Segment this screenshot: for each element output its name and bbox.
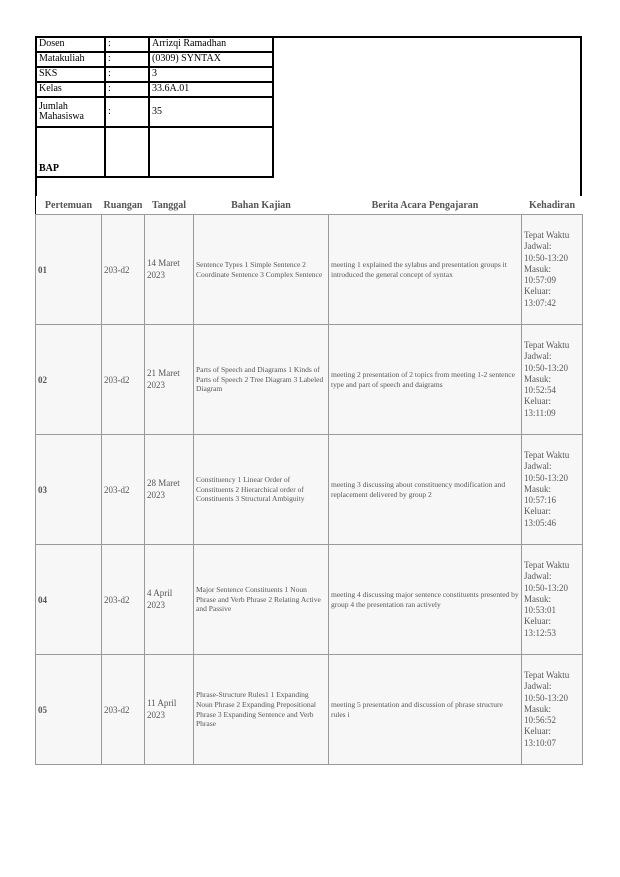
attendance [522, 215, 583, 325]
jumlah-sep: : [105, 97, 149, 127]
sks-label: SKS [36, 67, 105, 82]
keluar-value: 13:07:42 [524, 297, 557, 308]
matakuliah-value: (0309) SYNTAX [149, 52, 273, 67]
header-berita-acara: Berita Acara Pengajaran [329, 196, 522, 215]
keluar-label: Keluar: [524, 396, 551, 407]
header-row [36, 196, 583, 215]
bap-label: BAP [36, 127, 105, 177]
info-row-kelas [36, 82, 273, 97]
jadwal-value: 10:50-13:20 [524, 472, 568, 483]
keluar-value: 13:05:46 [524, 517, 557, 528]
topic: Major Sentence Constituents 1 Noun Phrase and Verb Phrase 2 Relating Active and Passive [194, 545, 329, 655]
topic: Constituency 1 Linear Order of Constituents 2 Hierarchical order of Constituents 3 Structural Ambiguity [194, 435, 329, 545]
table-row [36, 325, 583, 435]
keluar-label: Keluar: [524, 506, 551, 517]
bap-empty-1 [105, 127, 149, 177]
header-bahan-kajian: Bahan Kajian [194, 196, 329, 215]
info-row-sks [36, 67, 273, 82]
jadwal-value: 10:50-13:20 [524, 252, 568, 263]
meeting-number: 02 [36, 325, 102, 435]
table-row [36, 545, 583, 655]
masuk-value: 10:52:54 [524, 385, 557, 396]
masuk-label: Masuk: [524, 593, 551, 604]
attendance-status: Tepat Waktu [524, 230, 570, 241]
kelas-label: Kelas [36, 82, 105, 97]
header-ruangan: Ruangan [102, 196, 145, 215]
report: meeting 2 presentation of 2 topics from meeting 1-2 sentence type and part of speech and daigrams [329, 325, 522, 435]
bap-empty-2 [149, 127, 273, 177]
date: 11 April 2023 [145, 655, 194, 765]
attendance-status: Tepat Waktu [524, 450, 570, 461]
report: meeting 1 explained the sylabus and presentation groups it introduced the general concept of syntax [329, 215, 522, 325]
info-row-jumlah [36, 97, 273, 127]
dosen-sep: : [105, 37, 149, 52]
report: meeting 5 presentation and discussion of phrase structure rules i [329, 655, 522, 765]
matakuliah-sep: : [105, 52, 149, 67]
room: 203-d2 [102, 545, 145, 655]
keluar-value: 13:11:09 [524, 407, 556, 418]
attendance-status: Tepat Waktu [524, 560, 570, 571]
info-row-dosen [36, 37, 273, 52]
kelas-sep: : [105, 82, 149, 97]
header-kehadiran: Kehadiran [522, 196, 583, 215]
attendance-status: Tepat Waktu [524, 340, 570, 351]
room: 203-d2 [102, 655, 145, 765]
keluar-value: 13:12:53 [524, 627, 557, 638]
jadwal-label: Jadwal: [524, 571, 552, 582]
jadwal-label: Jadwal: [524, 241, 552, 252]
table-row [36, 435, 583, 545]
jadwal-value: 10:50-13:20 [524, 582, 568, 593]
masuk-label: Masuk: [524, 703, 551, 714]
attendance [522, 435, 583, 545]
date: 14 Maret 2023 [145, 215, 194, 325]
table-row [36, 215, 583, 325]
attendance [522, 325, 583, 435]
topic: Sentence Types 1 Simple Sentence 2 Coordinate Sentence 3 Complex Sentence [194, 215, 329, 325]
jadwal-value: 10:50-13:20 [524, 692, 568, 703]
masuk-label: Masuk: [524, 263, 551, 274]
keluar-label: Keluar: [524, 286, 551, 297]
masuk-value: 10:57:09 [524, 275, 557, 286]
masuk-value: 10:53:01 [524, 605, 557, 616]
topic: Parts of Speech and Diagrams 1 Kinds of Parts of Speech 2 Tree Diagram 3 Labeled Diagram [194, 325, 329, 435]
meeting-number: 03 [36, 435, 102, 545]
report: meeting 4 discussing major sentence constituents presented by group 4 the presentation ran actively [329, 545, 522, 655]
dosen-value: Arrizqi Ramadhan [149, 37, 273, 52]
date: 21 Maret 2023 [145, 325, 194, 435]
info-row-bap [36, 127, 273, 177]
dosen-label: Dosen [36, 37, 105, 52]
sks-value: 3 [149, 67, 273, 82]
topic: Phrase-Structure Rules1 1 Expanding Noun Phrase 2 Expanding Prepositional Phrase 3 Expanding Sentence and Verb Phrase [194, 655, 329, 765]
header-pertemuan: Pertemuan [36, 196, 102, 215]
keluar-label: Keluar: [524, 726, 551, 737]
room: 203-d2 [102, 215, 145, 325]
jadwal-value: 10:50-13:20 [524, 362, 568, 373]
date: 28 Maret 2023 [145, 435, 194, 545]
attendance-status: Tepat Waktu [524, 670, 570, 681]
masuk-label: Masuk: [524, 373, 551, 384]
room: 203-d2 [102, 325, 145, 435]
attendance-table [35, 196, 583, 765]
course-info-table [35, 36, 274, 178]
jumlah-label: Jumlah Mahasiswa [36, 97, 105, 127]
masuk-value: 10:56:52 [524, 715, 557, 726]
header-tanggal: Tanggal [145, 196, 194, 215]
date: 4 April 2023 [145, 545, 194, 655]
meeting-number: 04 [36, 545, 102, 655]
jadwal-label: Jadwal: [524, 351, 552, 362]
room: 203-d2 [102, 435, 145, 545]
keluar-label: Keluar: [524, 616, 551, 627]
masuk-value: 10:57:16 [524, 495, 557, 506]
info-row-matakuliah [36, 52, 273, 67]
jumlah-value: 35 [149, 97, 273, 127]
table-row [36, 655, 583, 765]
keluar-value: 13:10:07 [524, 737, 557, 748]
jadwal-label: Jadwal: [524, 681, 552, 692]
matakuliah-label: Matakuliah [36, 52, 105, 67]
attendance [522, 545, 583, 655]
masuk-label: Masuk: [524, 483, 551, 494]
meeting-number: 01 [36, 215, 102, 325]
sks-sep: : [105, 67, 149, 82]
jadwal-label: Jadwal: [524, 461, 552, 472]
meeting-number: 05 [36, 655, 102, 765]
kelas-value: 33.6A.01 [149, 82, 273, 97]
attendance [522, 655, 583, 765]
report: meeting 3 discussing about constituency modification and replacement delivered by group 2 [329, 435, 522, 545]
